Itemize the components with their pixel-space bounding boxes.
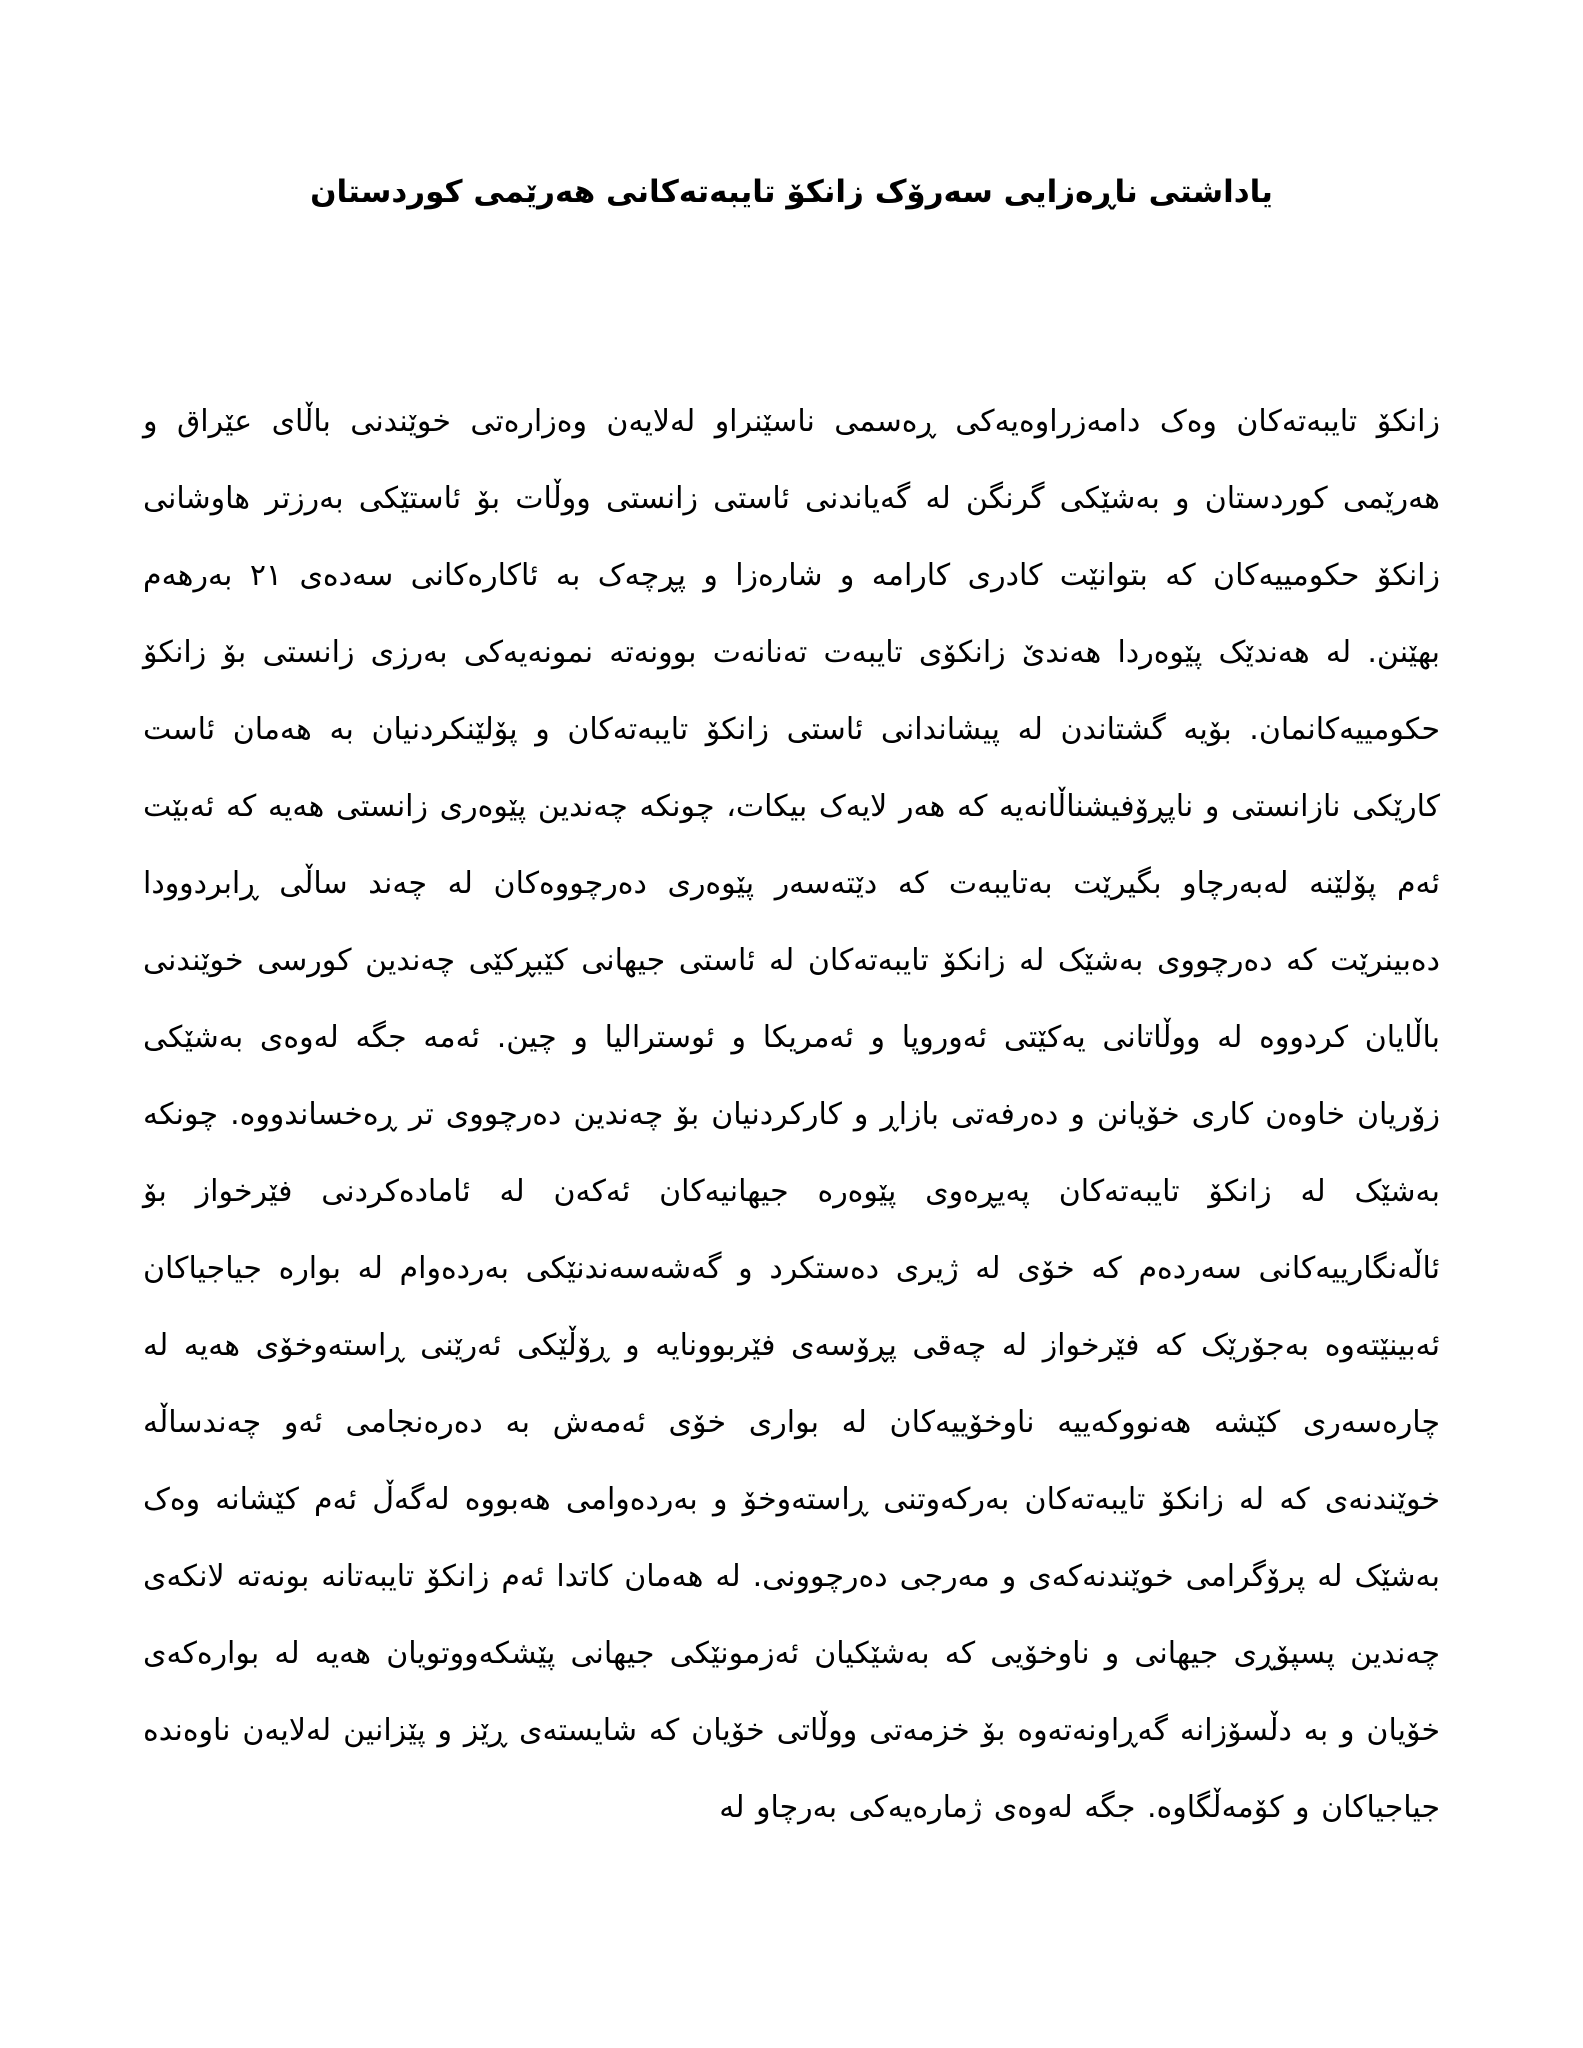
- document-paragraph: زانکۆ تایبەتەکان وەک دامەزراوەیەکی ڕەسمی ناسێنراو لەلایەن وەزارەتی خوێندنی باڵای عێراق و هەرێمی کوردستان و بەشێکی گرنگن لە گەیاندنی ئاستی زانستی ووڵات بۆ ئاستێکی بەرزتر هاوشانی زانکۆ حکومییەکان کە بتوانێت کادری کارامە و شارەزا و پڕچەک بە ئاکارەکانی سەدەی ٢١ بەرهەم بهێنن. لە هەندێک پێوەردا هەندێ زانکۆی تایبەت تەنانەت بوونەتە نمونەیەکی بەرزی زانستی بۆ زانکۆ حکومییەکانمان. بۆیە گشتاندن لە پیشاندانی ئاستی زانکۆ تایبەتەکان و پۆلێنکردنیان بە هەمان ئاست کارێکی نازانستی و ناپڕۆفیشناڵانەیە کە هەر لایەک بیکات، چونکە چەندین پێوەری زانستی هەیە کە ئەبێت ئەم پۆلێنە لەبەرچاو بگیرێت بەتایبەت کە دێتەسەر پێوەری دەرچووەکان لە چەند ساڵی ڕابردوودا دەبینرێت کە دەرچووی بەشێک لە زانکۆ تایبەتەکان لە ئاستی جیهانی کێبڕکێی چەندین کورسی خوێندنی باڵایان کردووە لە ووڵاتانی یەکێتی ئەوروپا و ئەمریکا و ئوسترالیا و چین. ئەمە جگە لەوەی بەشێکی زۆریان خاوەن کاری خۆیانن و دەرفەتی بازاڕ و کارکردنیان بۆ چەندین دەرچووی تر ڕەخساندووە. چونکە بەشێک لە زانکۆ تایبەتەکان پەیڕەوی پێوەرە جیهانیەکان ئەکەن لە ئامادەکردنی فێرخواز بۆ ئاڵەنگارییەکانی سەردەم کە خۆی لە ژیری دەستکرد و گەشەسەندنێکی بەردەوام لە بوارە جیاجیاکان ئەبینێتەوە بەجۆرێک کە فێرخواز لە چەقی پڕۆسەی فێربوونایە و ڕۆڵێکی ئەرێنی ڕاستەوخۆی هەیە لە چارەسەری کێشە هەنووکەییە ناوخۆییەکان لە بواری خۆی ئەمەش بە دەرەنجامی ئەو چەندساڵە خوێندنەی کە لە زانکۆ تایبەتەکان بەرکەوتنی ڕاستەوخۆ و بەردەوامی هەبووە لەگەڵ ئەم کێشانە وەک بەشێک لە پرۆگرامی خوێندنەکەی و مەرجی دەرچوونی. لە هەمان کاتدا ئەم زانکۆ تایبەتانە بونەتە لانکەی چەندین پسپۆڕی جیهانی و ناوخۆیی کە بەشێکیان ئەزمونێکی جیهانی پێشکەووتویان هەیە لە بوارەکەی خۆیان و بە دڵسۆزانە گەڕاونەتەوە بۆ خزمەتی ووڵاتی خۆیان کە شایستەی ڕێز و پێزانین لەلایەن ناوەندە جیاجیاکان و کۆمەڵگاوە. جگە لەوەی ژمارەیەکی بەرچاو لە: [143, 403, 1441, 1825]
- document-title: یاداشتی ناڕەزایی سەرۆک زانکۆ تایبەتەکانی هەرێمی کوردستان: [310, 174, 1273, 210]
